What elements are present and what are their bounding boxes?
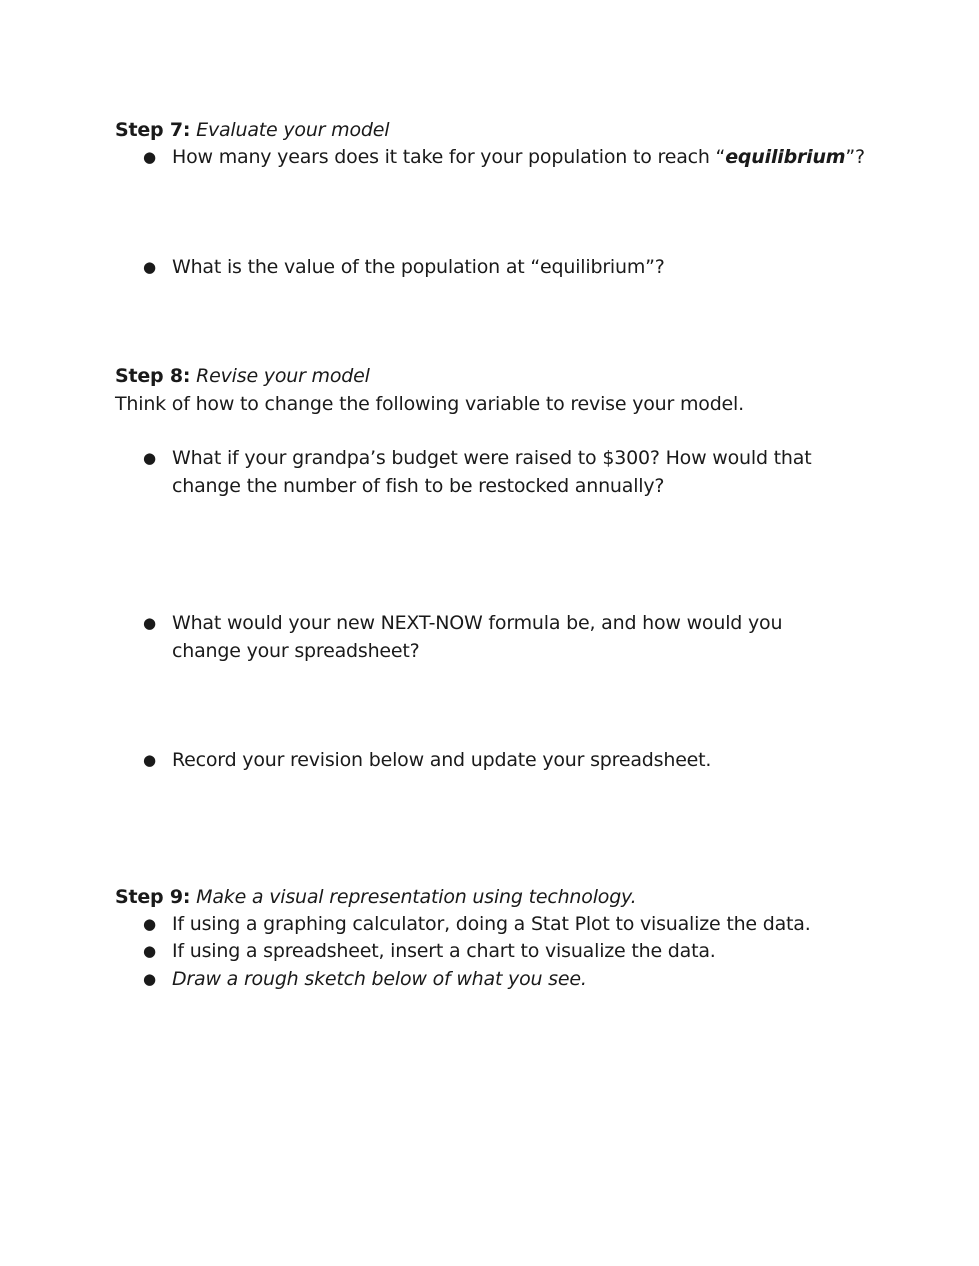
step7-q1-after: ”?	[845, 146, 865, 168]
bullet-icon: ●	[143, 614, 156, 632]
step8-intro: Think of how to change the following variable to revise your model.	[115, 393, 744, 415]
step8-q1-line2: change the number of fish to be restocked annually?	[172, 475, 665, 497]
step8-label: Step 8:	[115, 365, 191, 387]
step7-question-years	[172, 143, 865, 171]
step8-q2-line2: change your spreadsheet?	[172, 640, 420, 662]
step7-q1-emphasis: equilibrium	[725, 146, 846, 168]
step8-q1-line1: What if your grandpa’s budget were raised to $300? How would that	[172, 447, 812, 469]
step7-question-value: What is the value of the population at “equilibrium”?	[172, 256, 665, 278]
bullet-icon: ●	[143, 915, 156, 933]
bullet-icon: ●	[143, 148, 156, 166]
bullet-icon: ●	[143, 751, 156, 769]
step9-label: Step 9:	[115, 886, 191, 908]
step8-q3: Record your revision below and update your spreadsheet.	[172, 749, 712, 771]
step7-title: Evaluate your model	[196, 119, 390, 141]
step8-q2-line1: What would your new NEXT-NOW formula be, and how would you	[172, 612, 783, 634]
step8-heading	[115, 362, 370, 390]
step9-title: Make a visual representation using technology.	[196, 886, 637, 908]
bullet-icon: ●	[143, 449, 156, 467]
step9-bullet-sketch: Draw a rough sketch below of what you see.	[172, 968, 587, 990]
step7-q1-before: How many years does it take for your population to reach “	[172, 146, 726, 168]
step7-heading	[115, 116, 389, 144]
step9-heading	[115, 883, 636, 911]
bullet-icon: ●	[143, 970, 156, 988]
step7-label: Step 7:	[115, 119, 191, 141]
step9-bullet-spreadsheet: If using a spreadsheet, insert a chart to visualize the data.	[172, 940, 716, 962]
step9-bullet-calculator: If using a graphing calculator, doing a Stat Plot to visualize the data.	[172, 913, 811, 935]
bullet-icon: ●	[143, 942, 156, 960]
step8-title: Revise your model	[196, 365, 370, 387]
bullet-icon: ●	[143, 258, 156, 276]
